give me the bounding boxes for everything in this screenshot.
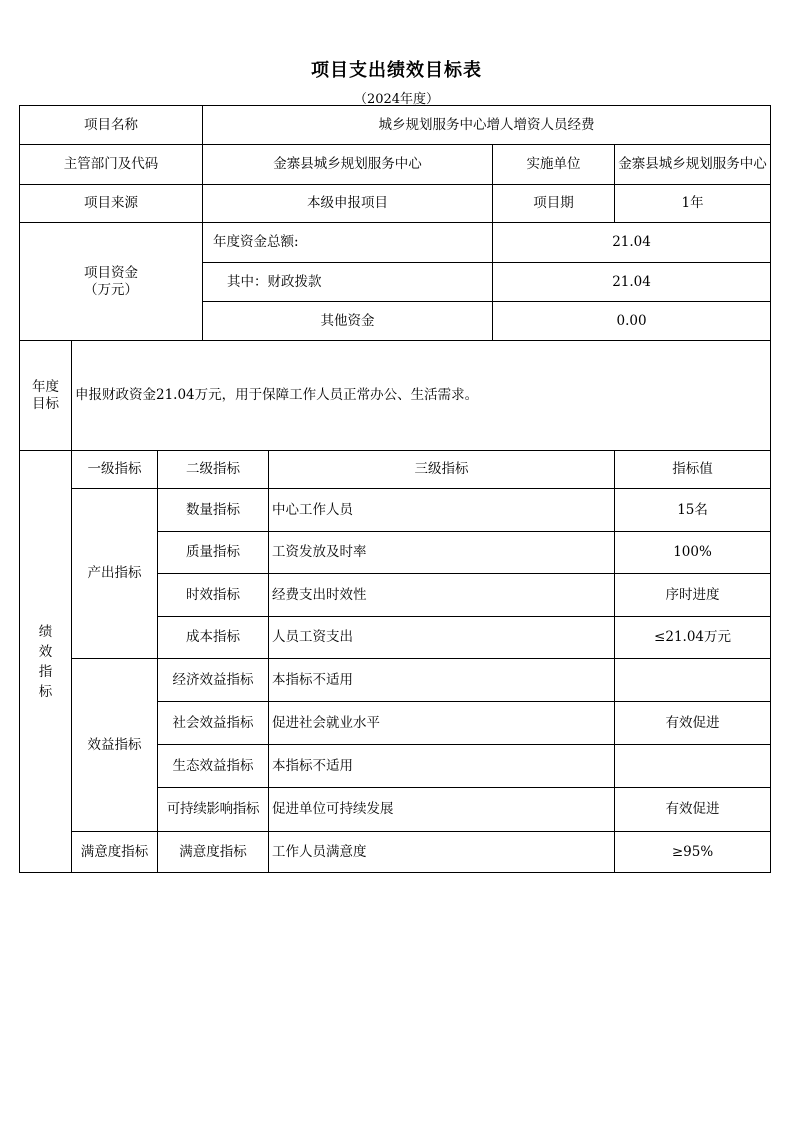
implementing-unit-value: 金寨县城乡规划服务中心 — [615, 145, 771, 185]
project-funds-unit: （万元） — [84, 281, 138, 298]
project-funds-label — [20, 223, 203, 341]
funds-total-label: 年度资金总额: — [203, 223, 493, 263]
table-row — [20, 832, 771, 873]
value-cell: 15名 — [615, 489, 771, 532]
level3-cell: 中心工作人员 — [269, 489, 615, 532]
performance-indicators-char: 效 — [38, 643, 53, 660]
output-indicators-label: 产出指标 — [72, 489, 158, 659]
level2-cell: 成本指标 — [158, 617, 269, 659]
value-cell: ≥95% — [615, 832, 771, 873]
header-value: 指标值 — [615, 451, 771, 489]
level2-cell: 满意度指标 — [158, 832, 269, 873]
annual-goal-label-line1: 年度 — [32, 378, 59, 395]
level2-cell: 时效指标 — [158, 574, 269, 617]
project-name-label: 项目名称 — [20, 106, 203, 145]
table-row — [20, 489, 771, 532]
project-period-label: 项目期 — [493, 185, 615, 223]
indicator-header-row — [20, 451, 771, 489]
level2-cell: 生态效益指标 — [158, 745, 269, 788]
value-cell: 序时进度 — [615, 574, 771, 617]
project-name-row — [20, 106, 771, 145]
project-source-value: 本级申报项目 — [203, 185, 493, 223]
annual-goal-label-line2: 目标 — [32, 395, 59, 412]
satisfaction-indicators-label: 满意度指标 — [72, 832, 158, 873]
project-source-label: 项目来源 — [20, 185, 203, 223]
header-level2: 二级指标 — [158, 451, 269, 489]
level2-cell: 可持续影响指标 — [158, 788, 269, 832]
level3-cell: 工资发放及时率 — [269, 532, 615, 574]
level3-cell: 工作人员满意度 — [269, 832, 615, 873]
value-cell: 有效促进 — [615, 788, 771, 832]
value-cell — [615, 659, 771, 702]
funds-total-row — [20, 223, 771, 263]
value-cell: 有效促进 — [615, 702, 771, 745]
department-row — [20, 145, 771, 185]
level2-cell: 社会效益指标 — [158, 702, 269, 745]
level3-cell: 人员工资支出 — [269, 617, 615, 659]
page-title: 项目支出绩效目标表 — [311, 60, 482, 81]
annual-goal-row — [20, 341, 771, 451]
performance-indicators-label — [20, 451, 72, 873]
project-source-row — [20, 185, 771, 223]
project-funds-title: 项目资金 — [84, 264, 138, 281]
level3-cell: 本指标不适用 — [269, 659, 615, 702]
annual-goal-text: 申报财政资金21.04万元，用于保障工作人员正常办公、生活需求。 — [72, 341, 771, 451]
header-level3: 三级指标 — [269, 451, 615, 489]
level3-cell: 经费支出时效性 — [269, 574, 615, 617]
project-name-value: 城乡规划服务中心增人增资人员经费 — [203, 106, 771, 145]
value-cell — [615, 745, 771, 788]
funds-other-value: 0.00 — [493, 302, 771, 341]
level2-cell: 数量指标 — [158, 489, 269, 532]
value-cell: 100% — [615, 532, 771, 574]
project-period-value: 1年 — [615, 185, 771, 223]
performance-indicators-char: 指 — [38, 663, 53, 680]
value-cell: ≤21.04万元 — [615, 617, 771, 659]
level2-cell: 质量指标 — [158, 532, 269, 574]
table-row — [20, 659, 771, 702]
level2-cell: 经济效益指标 — [158, 659, 269, 702]
funds-fiscal-label: 其中：财政拨款 — [203, 263, 493, 302]
level3-cell: 本指标不适用 — [269, 745, 615, 788]
benefit-indicators-label: 效益指标 — [72, 659, 158, 832]
performance-target-table — [19, 105, 771, 873]
funds-fiscal-value: 21.04 — [493, 263, 771, 302]
level3-cell: 促进社会就业水平 — [269, 702, 615, 745]
header-level1: 一级指标 — [72, 451, 158, 489]
performance-indicators-char: 标 — [38, 683, 53, 700]
performance-indicators-char: 绩 — [38, 623, 53, 640]
funds-total-value: 21.04 — [493, 223, 771, 263]
level3-cell: 促进单位可持续发展 — [269, 788, 615, 832]
implementing-unit-label: 实施单位 — [493, 145, 615, 185]
department-label: 主管部门及代码 — [20, 145, 203, 185]
funds-other-label: 其他资金 — [203, 302, 493, 341]
year-subtitle: （2024年度） — [353, 92, 440, 107]
annual-goal-label — [20, 341, 72, 451]
department-value: 金寨县城乡规划服务中心 — [203, 145, 493, 185]
